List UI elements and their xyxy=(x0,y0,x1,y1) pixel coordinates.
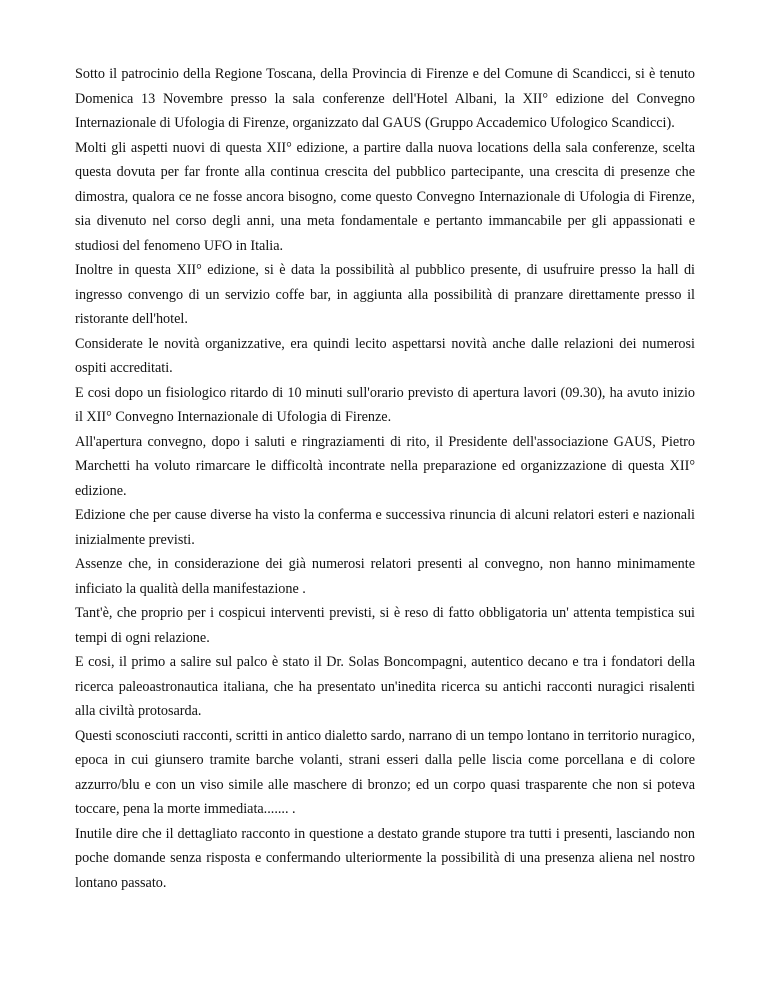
paragraph-6: All'apertura convegno, dopo i saluti e ringraziamenti di rito, il Presidente dell'associazione GAUS, Pietro Marchetti ha voluto rimarcare le difficoltà incontrate nella preparazione ed organizzazione di questa XII° edizione. xyxy=(75,433,695,499)
paragraph-1: Sotto il patrocinio della Regione Toscana, della Provincia di Firenze e del Comune di Scandicci, si è tenuto Domenica 13 Novembre presso la sala conferenze dell'Hotel Albani, la XII° edizione del Convegno Internazionale di Ufologia di Firenze, organizzato dal GAUS (Gruppo Accademico Ufologico Scandicci). xyxy=(75,66,695,131)
paragraph-8: Assenze che, in considerazione dei già numerosi relatori presenti al convegno, non hanno minimamente inficiato la qualità della manifestazione . xyxy=(75,556,695,597)
paragraph-10: E cosi, il primo a salire sul palco è stato il Dr. Solas Boncompagni, autentico decano e tra i fondatori della ricerca paleoastronautica italiana, che ha presentato un'inedita ricerca su antichi racconti nuragici risalenti alla civiltà protosarda. xyxy=(75,654,695,719)
paragraph-3: Inoltre in questa XII° edizione, si è data la possibilità al pubblico presente, di usufruire presso la hall di ingresso convengo di un servizio coffe bar, in aggiunta alla possibilità di pranzare direttamente presso il ristorante dell'hotel. xyxy=(75,262,695,327)
article-body xyxy=(75,62,695,895)
paragraph-11: Questi sconosciuti racconti, scritti in antico dialetto sardo, narrano di un tempo lontano in territorio nuragico, epoca in cui giunsero tramite barche volanti, strani esseri dalla pelle liscia come porcellana e di colore azzurro/blu e con un viso simile alle maschere di bronzo; ed un corpo quasi trasparente che non si poteva toccare, pena la morte immediata....... . xyxy=(75,727,695,817)
paragraph-12: Inutile dire che il dettagliato racconto in questione a destato grande stupore tra tutti i presenti, lasciando non poche domande senza risposta e confermando ulteriormente la possibilità di una presenza aliena nel nostro lontano passato. xyxy=(75,825,695,891)
paragraph-7: Edizione che per cause diverse ha visto la conferma e successiva rinuncia di alcuni relatori esteri e nazionali inizialmente previsti. xyxy=(75,507,695,548)
paragraph-2: Molti gli aspetti nuovi di questa XII° edizione, a partire dalla nuova locations della sala conferenze, scelta questa dovuta per far fronte alla continua crescita del pubblico partecipante, una crescita di presenze che dimostra, qualora ce ne fosse ancora bisogno, come questo Convegno Internazionale di Ufologia di Firenze, sia divenuto nel corso degli anni, una meta fondamentale e pertanto immancabile per gli appassionati e studiosi del fenomeno UFO in Italia. xyxy=(75,139,695,254)
paragraph-5: E cosi dopo un fisiologico ritardo di 10 minuti sull'orario previsto di apertura lavori (09.30), ha avuto inizio il XII° Convegno Internazionale di Ufologia di Firenze. xyxy=(75,384,695,425)
paragraph-4: Considerate le novità organizzative, era quindi lecito aspettarsi novità anche dalle relazioni dei numerosi ospiti accreditati. xyxy=(75,335,695,376)
paragraph-9: Tant'è, che proprio per i cospicui interventi previsti, si è reso di fatto obbligatoria un' attenta tempistica sui tempi di ogni relazione. xyxy=(75,605,695,646)
